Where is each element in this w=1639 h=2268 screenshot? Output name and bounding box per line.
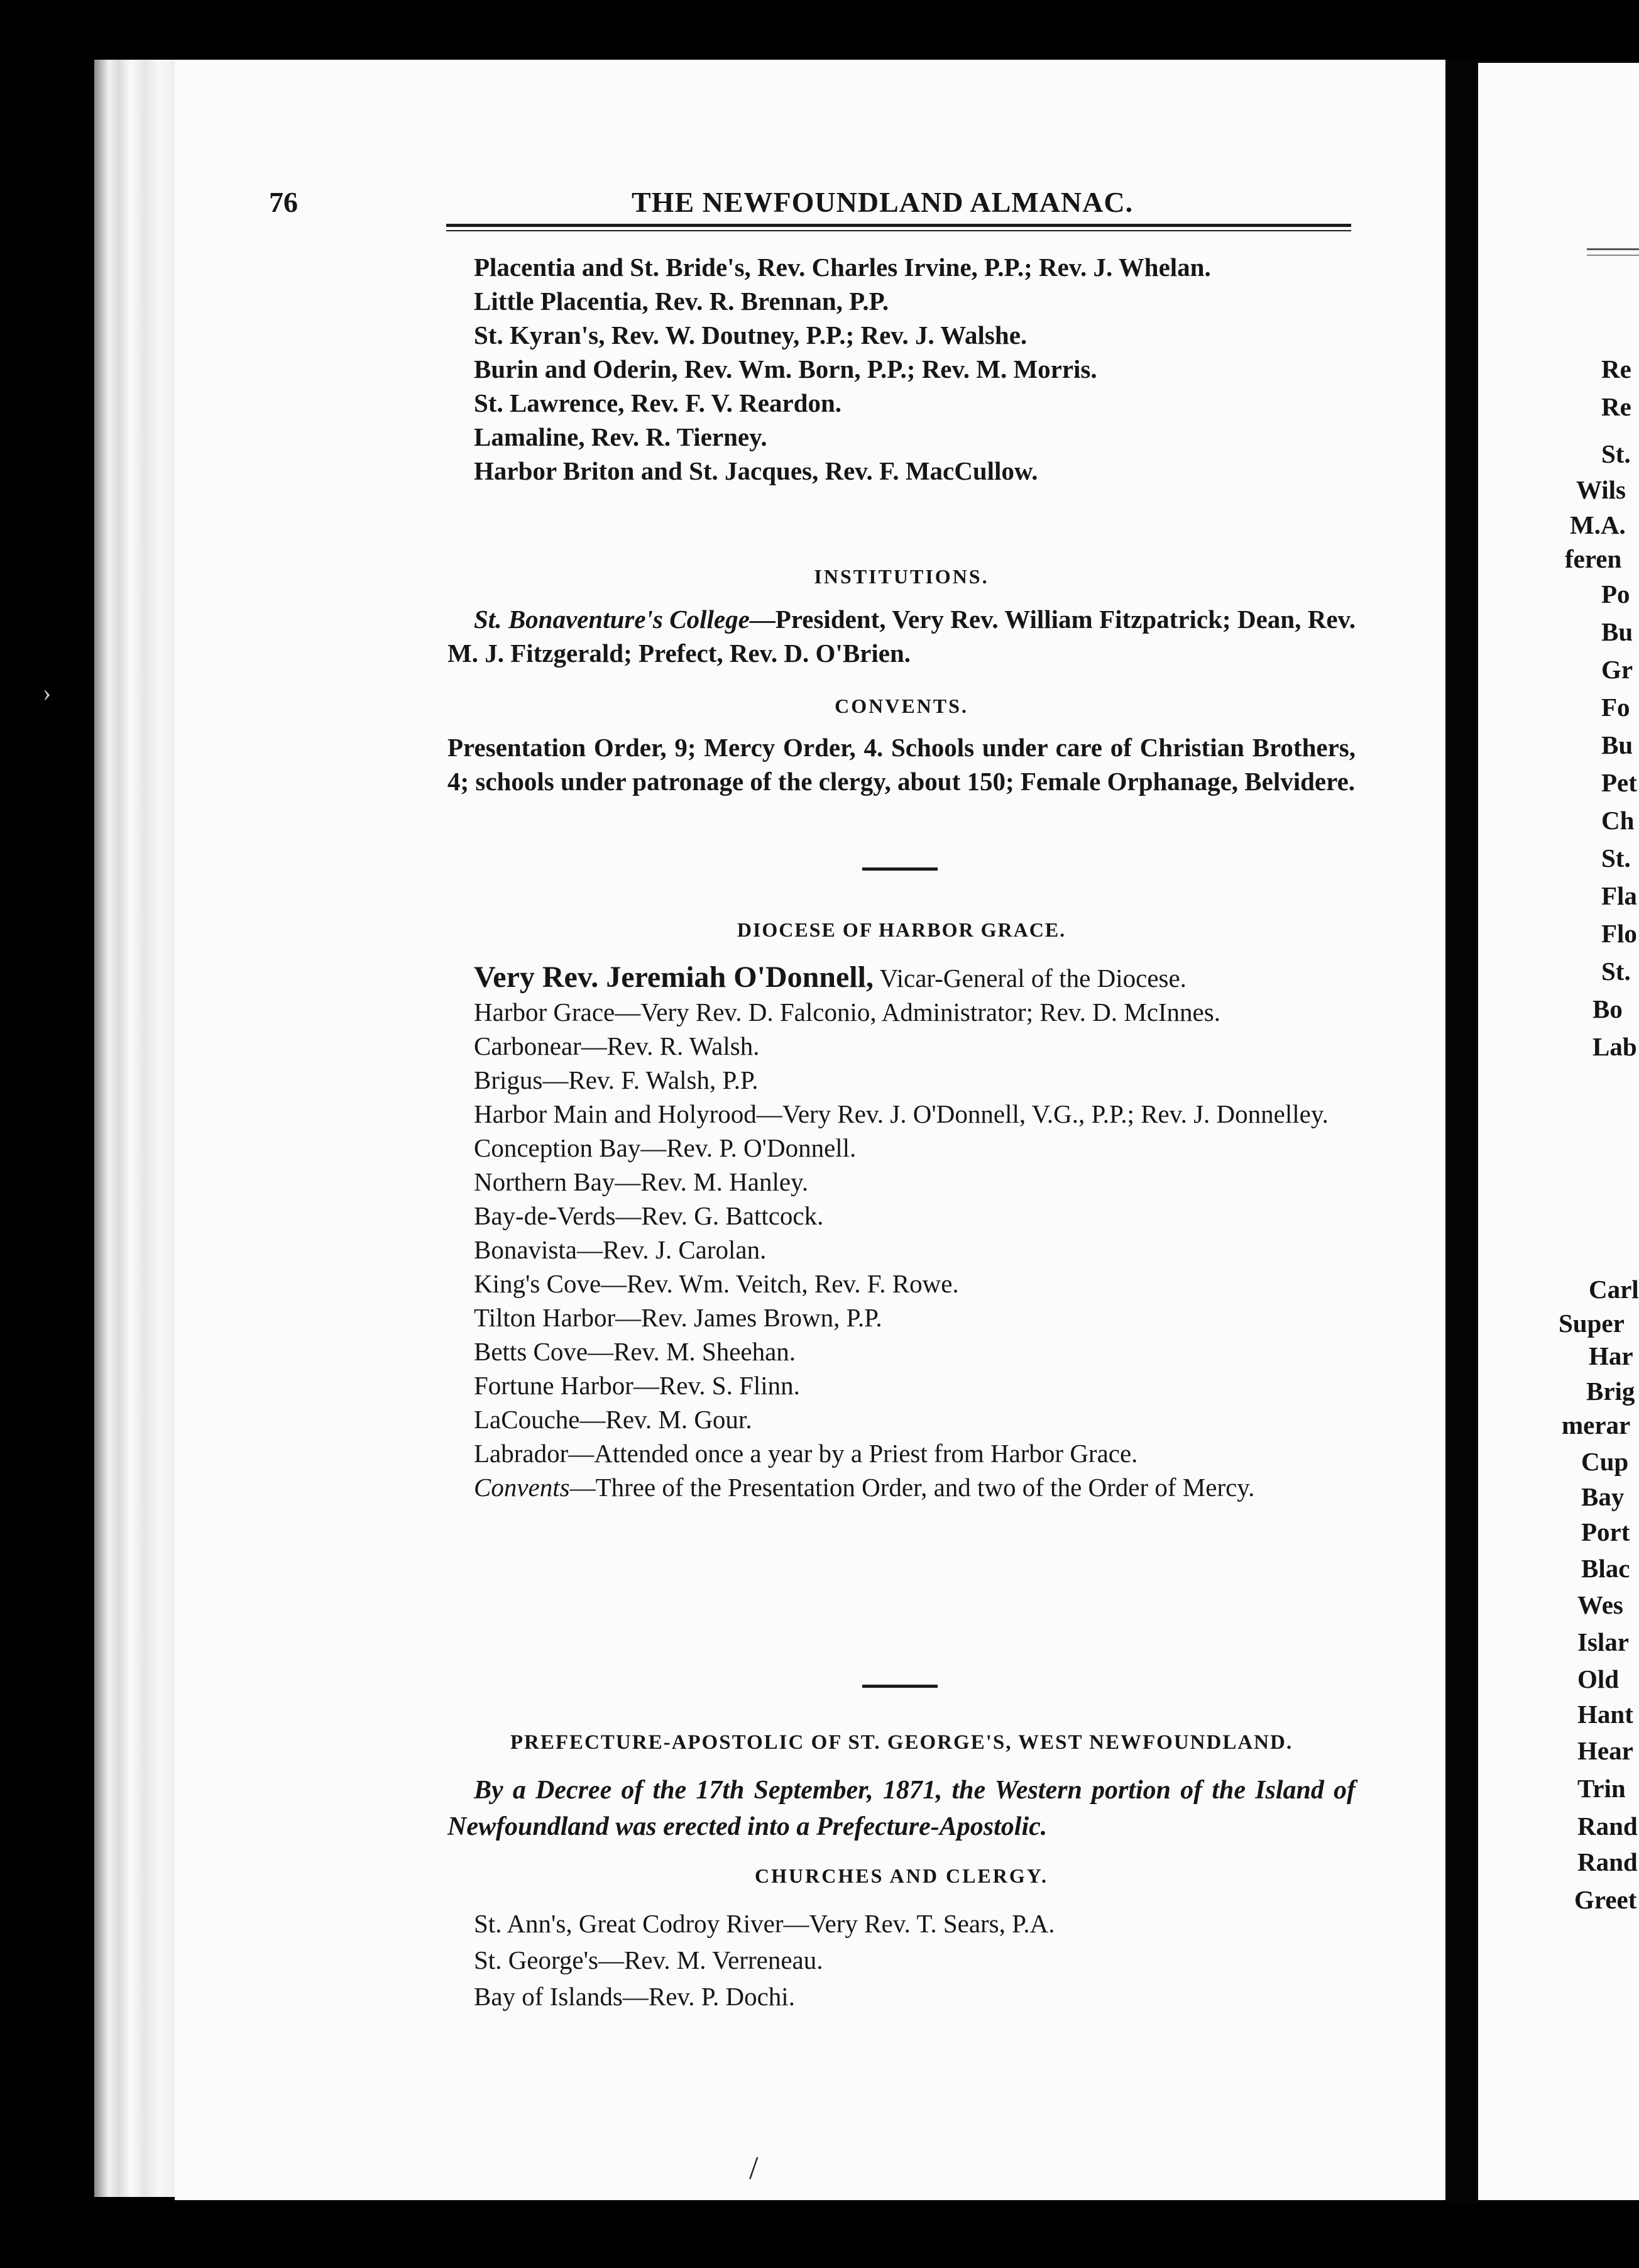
right-fragment-upper-18: Lab (1592, 1032, 1637, 1061)
entry-placentia (447, 250, 1356, 284)
entry-burin (447, 352, 1356, 386)
hg-entry: King's Cove—Rev. Wm. Veitch, Rev. F. Rowe. (474, 1269, 959, 1298)
entry-text: Burin and Oderin, Rev. Wm. Born, P.P.; Rev. M. Morris. (474, 355, 1097, 383)
prefecture-decree: By a Decree of the 17th September, 1871, the Western portion of the Island of Newfoundland was erected into a Prefecture-Apostolic. (447, 1776, 1356, 1841)
right-fragment-lower-14: Trin (1577, 1774, 1626, 1803)
right-fragment-upper-9: Fo (1601, 693, 1630, 722)
right-fragment-upper-7: Bu (1601, 617, 1633, 646)
right-fragment-lower-16: Rand (1577, 1847, 1638, 1876)
right-fragment-lower-3: Brig (1586, 1377, 1635, 1406)
prefecture-entry: St. George's—Rev. M. Verreneau. (474, 1946, 823, 1974)
entry-lamaline (447, 420, 1356, 454)
entry-little-placentia (447, 284, 1356, 318)
prefecture-heading: PREFECTURE-APOSTOLIC OF ST. GEORGE'S, WEST NEWFOUNDLAND. (510, 1731, 1293, 1754)
vicar-name: Very Rev. Jeremiah O'Donnell, (474, 961, 874, 994)
right-fragment-lower-13: Hear (1577, 1736, 1633, 1765)
hg-entry: Tilton Harbor—Rev. James Brown, P.P. (474, 1303, 882, 1332)
right-fragment-upper-5: feren (1565, 544, 1622, 573)
gutter (1445, 60, 1478, 2203)
right-fragment-upper-17: Bo (1592, 994, 1623, 1023)
page-number: 76 (269, 186, 298, 218)
entry-text: Little Placentia, Rev. R. Brennan, P.P. (474, 287, 889, 316)
vicar-title: Vicar-General of the Diocese. (873, 964, 1187, 993)
section-divider-2 (862, 1685, 938, 1688)
hg-entry: Conception Bay—Rev. P. O'Donnell. (474, 1133, 857, 1162)
right-fragment-upper-10: Bu (1601, 730, 1633, 759)
hg-convents-label: Convents (474, 1473, 570, 1502)
convents-section (447, 689, 1356, 798)
right-fragment-lower-2: Har (1589, 1341, 1633, 1370)
section-divider (862, 867, 938, 871)
right-fragment-lower-1: Super (1559, 1309, 1625, 1338)
right-fragment-upper-11: Pet (1601, 768, 1637, 797)
entry-harbor-briton (447, 454, 1356, 488)
right-fragment-upper-1: Re (1601, 392, 1631, 421)
right-fragment-lower-12: Hant (1577, 1700, 1633, 1729)
college-text: —President, Very Rev. William Fitzpatrick; Dean, Rev. M. J. Fitzgerald; Prefect, Rev. D. O'Brien. (447, 605, 1356, 668)
entry-text: Placentia and St. Bride's, Rev. Charles Irvine, P.P.; Rev. J. Whelan. (474, 253, 1211, 282)
right-fragment-lower-6: Bay (1581, 1482, 1625, 1511)
hg-convents (447, 1470, 1356, 1504)
college-name: St. Bonaventure's College (474, 605, 750, 634)
right-fragment-upper-6: Po (1601, 580, 1630, 608)
scan-mark-bottom: / (749, 2150, 759, 2186)
right-fragment-upper-3: Wils (1576, 475, 1626, 504)
hg-entry: LaCouche—Rev. M. Gour. (474, 1405, 752, 1434)
hg-entry: Bonavista—Rev. J. Carolan. (474, 1235, 767, 1264)
hg-entry: Labrador—Attended once a year by a Priest from Harbor Grace. (474, 1439, 1138, 1468)
hg-entry: Carbonear—Rev. R. Walsh. (474, 1032, 760, 1060)
top-entries-block (447, 250, 1356, 488)
hg-entry: Northern Bay—Rev. M. Hanley. (474, 1167, 809, 1196)
harbor-grace-section (447, 913, 1356, 1504)
running-title: THE NEWFOUNDLAND ALMANAC. (632, 186, 1134, 218)
hg-entry: Harbor Main and Holyrood—Very Rev. J. O'Donnell, V.G., P.P.; Rev. J. Donnelley. (474, 1099, 1329, 1128)
right-fragment-upper-13: St. (1601, 844, 1631, 873)
right-fragment-upper-8: Gr (1601, 655, 1633, 684)
entry-text: Harbor Briton and St. Jacques, Rev. F. MacCullow. (474, 456, 1038, 485)
right-fragment-lower-0: Carl (1589, 1275, 1639, 1304)
convents-heading: CONVENTS. (835, 695, 968, 717)
header-rule-thin (446, 230, 1351, 231)
right-fragment-lower-5: Cup (1581, 1447, 1629, 1476)
right-fragment-upper-16: St. (1601, 957, 1631, 986)
book-binding (94, 60, 176, 2197)
institutions-heading: INSTITUTIONS. (814, 565, 989, 588)
prefecture-entry: St. Ann's, Great Codroy River—Very Rev. T. Sears, P.A. (474, 1909, 1055, 1938)
convents-text: Presentation Order, 9; Mercy Order, 4. Schools under care of Christian Brothers, 4; schools under patronage of the clergy, about 150; Female Orphanage, Belvidere. (447, 733, 1356, 796)
harbor-grace-heading: DIOCESE OF HARBOR GRACE. (737, 918, 1066, 941)
right-fragment-lower-9: Wes (1577, 1590, 1623, 1619)
institutions-section (447, 559, 1356, 670)
prefecture-section (447, 1726, 1356, 2015)
entry-text: St. Kyran's, Rev. W. Doutney, P.P.; Rev. J. Walshe. (474, 321, 1028, 350)
right-page-rule-2 (1587, 255, 1639, 256)
right-fragment-upper-0: Re (1601, 355, 1631, 383)
right-fragment-lower-8: Blac (1581, 1554, 1630, 1583)
entry-st-kyrans (447, 318, 1356, 352)
hg-convents-text: —Three of the Presentation Order, and two of the Order of Mercy. (569, 1473, 1255, 1502)
hg-entry: Brigus—Rev. F. Walsh, P.P. (474, 1065, 759, 1094)
entry-text: St. Lawrence, Rev. F. V. Reardon. (474, 388, 842, 417)
right-fragment-lower-7: Port (1581, 1517, 1630, 1546)
right-fragment-lower-10: Islar (1577, 1627, 1629, 1656)
header-rule (446, 224, 1351, 227)
scan-mark: › (43, 678, 52, 707)
hg-entry: Harbor Grace—Very Rev. D. Falconio, Administrator; Rev. D. McInnes. (474, 998, 1220, 1027)
hg-entry: Betts Cove—Rev. M. Sheehan. (474, 1337, 796, 1366)
right-fragment-upper-14: Fla (1601, 881, 1637, 910)
right-fragment-lower-17: Greet (1574, 1885, 1637, 1914)
hg-entry: Bay-de-Verds—Rev. G. Battcock. (474, 1201, 824, 1230)
vicar-general-line (447, 961, 1356, 995)
entry-text: Lamaline, Rev. R. Tierney. (474, 422, 767, 451)
right-page-rule (1587, 248, 1639, 250)
right-fragment-upper-2: St. (1601, 439, 1631, 468)
hg-entry: Fortune Harbor—Rev. S. Flinn. (474, 1371, 800, 1400)
college-entry (447, 602, 1356, 670)
prefecture-entry: Bay of Islands—Rev. P. Dochi. (474, 1982, 795, 2011)
right-fragment-lower-11: Old (1577, 1665, 1620, 1693)
right-fragment-lower-4: merar (1562, 1411, 1631, 1440)
right-fragment-upper-4: M.A. (1570, 510, 1626, 539)
right-fragment-upper-12: Ch (1601, 806, 1635, 835)
right-fragment-upper-15: Flo (1601, 919, 1637, 948)
entry-st-lawrence (447, 386, 1356, 420)
churches-heading: CHURCHES AND CLERGY. (755, 1864, 1048, 1887)
right-fragment-lower-15: Rand (1577, 1812, 1638, 1841)
